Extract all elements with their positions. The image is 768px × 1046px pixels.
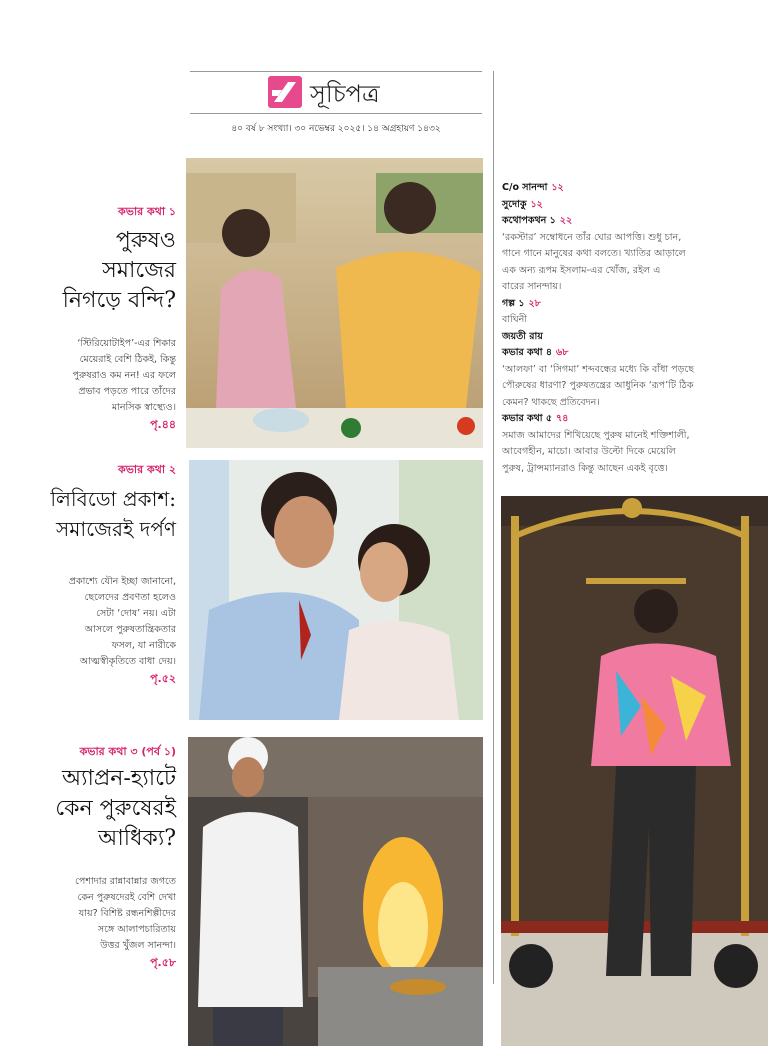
fashion-man-luggage-cart-photo[interactable] (501, 496, 768, 1046)
page-number[interactable]: পৃ.৫৮ (150, 956, 176, 969)
toc-desc: ‘আলফা’ বা ‘সিগমা’ শব্দবন্ধের মধ্যে কি বাঁধা পড়ছে পৌরুষের ধারণা? পুরুষতন্ত্রের আধুনিক ‘রূপ’টি ঠিক কেমন? থাকছে প্রতিবেদন। (502, 363, 694, 408)
page-title: সূচিপত্র (310, 80, 380, 108)
story-blurb: পেশাদার রান্নাবান্নার জগতে কেন পুরুষদেরই বেশি দেখা যায়? বিশিষ্ট রন্ধনশিল্পীদের সঙ্গে আলাপচারিতায় উত্তর খুঁজল সানন্দা। (75, 876, 176, 951)
magazine-logo-icon (268, 76, 302, 108)
toc-item[interactable]: জয়তী রায় (502, 330, 543, 342)
toc-item[interactable]: গল্প ১ ২৮ (502, 297, 541, 309)
story-1[interactable] (30, 203, 176, 435)
toc-item[interactable]: সুদোকু ১২ (502, 198, 543, 210)
couple-kitchen-photo[interactable] (186, 158, 483, 448)
chef-kitchen-photo[interactable] (188, 737, 483, 1046)
story-kicker: কভার কথা ৩ (পর্ব ১) (79, 745, 176, 758)
page-number[interactable]: পৃ.৫২ (150, 672, 176, 685)
toc-item[interactable]: কথোপকথন ১ ২২ (502, 215, 573, 226)
story-kicker: কভার কথা ১ (118, 205, 176, 218)
toc-desc: সমাজ আমাদের শিখিয়েছে পুরুষ মানেই শক্তিশালী, আবেগহীন, মাচো। আবার উল্টো দিকে মেয়েলি পুরুষ, ট্রান্সম্যানরাও কিন্তু আছেন একই বৃত্তে। (502, 429, 690, 474)
column-divider (493, 71, 494, 984)
toc-item[interactable]: কভার কথা ৪ ৬৮ (502, 347, 569, 358)
issue-line: ৪০ বর্ষ ৮ সংখ্যা। ৩০ নভেম্বর ২০২৫। ১৪ অগ্রহায়ণ ১৪৩২ (231, 124, 441, 134)
toc-desc: ‘রকস্টার’ সম্বোধনে তাঁর ঘোর আপত্তি। শুধু চান, গানে গানে মানুষের কথা বলতে। খ্যাতির আড়ালে এক অন্য রূপম ইসলাম-এর খোঁজ, রইল এ বারের সানন্দায়। (502, 231, 686, 292)
page-number[interactable]: পৃ.৪৪ (150, 418, 176, 431)
story-headline[interactable]: পুরুষও সমাজের নিগড়ে বন্দি? (62, 228, 176, 313)
header-rule-bottom (190, 113, 482, 114)
story-kicker: কভার কথা ২ (118, 463, 176, 476)
story-blurb: ‘স্টিরিয়োটাইপ’-এর শিকার মেয়েরাই বেশি ঠিকই, কিন্তু পুরুষরাও কম নন! এর ফলে প্রভাব পড়তে পারে তাঁদের মানসিক স্বাস্থ্যেও। (72, 338, 176, 413)
story-2[interactable] (30, 461, 176, 689)
toc-item[interactable]: C/o সানন্দা ১২ (502, 182, 564, 193)
story-3[interactable] (30, 743, 176, 973)
toc-list (502, 180, 732, 477)
couple-romance-photo[interactable] (189, 460, 483, 720)
header-rule-top (190, 71, 482, 72)
story-headline[interactable]: লিবিডো প্রকাশ: সমাজেরই দর্পণ (50, 487, 176, 541)
toc-desc: বাঘিনী (502, 314, 528, 325)
story-blurb: প্রকাশ্যে যৌন ইচ্ছা জানানো, ছেলেদের প্রবণতা হলেও সেটা ‘দোষ’ নয়। এটা আসলে পুরুষতান্ত্রিকতার ফসল, যা নারীকে আত্মস্বীকৃতিতে বাধা দেয়। (68, 576, 176, 667)
story-headline[interactable]: অ্যাপ্রন-হ্যাটে কেন পুরুষেরই আধিক্য? (55, 766, 176, 851)
toc-item[interactable]: কভার কথা ৫ ৭৪ (502, 413, 569, 424)
